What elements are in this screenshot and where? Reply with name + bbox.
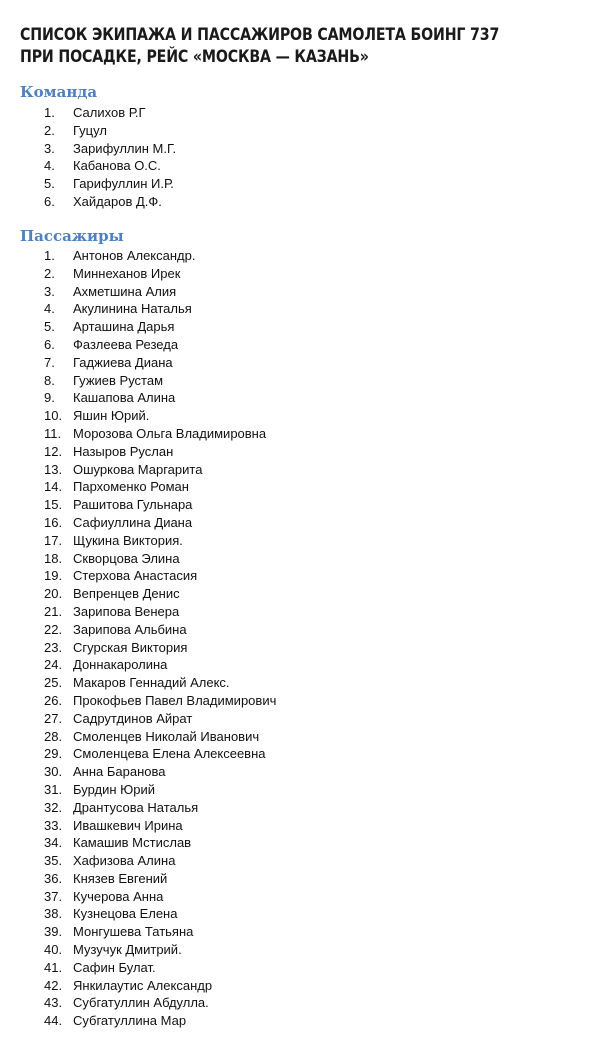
list-item-number: 26.	[44, 692, 63, 708]
passenger-item	[0, 567, 600, 585]
list-item-name: Антонов Александр.	[73, 248, 196, 263]
list-item-name: Зарипова Альбина	[73, 621, 187, 637]
list-item-name: Кабанова О.С.	[73, 158, 161, 174]
list-item-name: Яшин Юрий.	[73, 408, 150, 424]
list-item-name: Гарифуллин И.Р.	[73, 176, 174, 192]
passenger-item	[0, 354, 600, 372]
list-item-name: Прокофьев Павел Владимирович	[73, 692, 277, 708]
list-item-name: Ивашкевич Ирина	[73, 817, 183, 833]
list-item-number: 19.	[44, 568, 63, 584]
list-item-name: Кузнецова Елена	[73, 906, 178, 922]
passenger-item	[0, 318, 600, 336]
passenger-item	[0, 425, 600, 443]
list-item-name: Гаджиева Диана	[73, 354, 173, 370]
passenger-item	[0, 888, 600, 906]
list-item-number: 16.	[44, 514, 63, 530]
passenger-item	[0, 496, 600, 514]
list-item-name: Зарифуллин М.Г.	[73, 140, 177, 156]
list-item-name: Акулинина Наталья	[73, 301, 192, 317]
list-item-number: 2.	[44, 265, 55, 281]
list-item-number: 18.	[44, 550, 63, 566]
passenger-item	[0, 550, 600, 568]
passengers-heading: Пассажиры	[20, 227, 124, 245]
list-item-number: 4.	[44, 301, 55, 317]
list-item-name: Назыров Руслан	[73, 443, 174, 459]
crew-member-item	[0, 157, 600, 175]
passenger-item	[0, 799, 600, 817]
list-item-number: 22.	[44, 621, 63, 637]
passenger-item	[0, 443, 600, 461]
passengers-list	[0, 247, 600, 1030]
passenger-item	[0, 389, 600, 407]
list-item-number: 5.	[44, 319, 55, 335]
passenger-item	[0, 994, 600, 1012]
list-item-number: 30.	[44, 764, 63, 780]
list-item-number: 33.	[44, 817, 63, 833]
passenger-item	[0, 478, 600, 496]
list-item-name: Сафиуллина Диана	[73, 514, 193, 530]
list-item-number: 17.	[44, 532, 63, 548]
list-item-name: Зарипова Венера	[73, 603, 180, 619]
list-item-name: Смоленцев Николай Иванович	[73, 728, 260, 744]
passenger-item	[0, 728, 600, 746]
list-item-name: Миннеханов Ирек	[73, 265, 181, 281]
passenger-item	[0, 532, 600, 550]
list-item-name: Макаров Геннадий Алекс.	[73, 675, 230, 691]
list-item-number: 1.	[44, 105, 55, 120]
crew-heading: Команда	[20, 83, 98, 101]
passenger-item	[0, 336, 600, 354]
passenger-item	[0, 923, 600, 941]
list-item-name: Бурдин Юрий	[73, 781, 156, 797]
list-item-name: Хафизова Алина	[73, 853, 176, 869]
list-item-number: 13.	[44, 461, 63, 477]
list-item-name: Доннакаролина	[73, 657, 168, 673]
passenger-item	[0, 710, 600, 728]
list-item-number: 20.	[44, 586, 63, 602]
passenger-item	[0, 870, 600, 888]
list-item-number: 44.	[44, 1013, 63, 1029]
list-item-number: 34.	[44, 835, 63, 851]
list-item-number: 43.	[44, 995, 63, 1011]
passenger-item	[0, 265, 600, 283]
passenger-item	[0, 834, 600, 852]
list-item-number: 3.	[44, 140, 55, 156]
passenger-item	[0, 763, 600, 781]
list-item-name: Скворцова Элина	[73, 550, 180, 566]
list-item-number: 24.	[44, 657, 63, 673]
list-item-number: 3.	[44, 283, 55, 299]
list-item-number: 40.	[44, 942, 63, 958]
list-item-name: Смоленцева Елена Алексеевна	[73, 746, 266, 762]
list-item-number: 37.	[44, 888, 63, 904]
list-item-name: Садрутдинов Айрат	[73, 710, 193, 726]
list-item-name: Монгушева Татьяна	[73, 924, 194, 940]
list-item-name: Рашитова Гульнара	[73, 497, 193, 513]
list-item-number: 25.	[44, 675, 63, 691]
passenger-item	[0, 639, 600, 657]
passenger-item	[0, 407, 600, 425]
list-item-number: 5.	[44, 176, 55, 192]
list-item-name: Янкилаутис Александр	[73, 977, 213, 993]
passenger-item	[0, 905, 600, 923]
crew-member-item	[0, 175, 600, 193]
passenger-item	[0, 585, 600, 603]
list-item-number: 14.	[44, 479, 63, 495]
list-item-name: Щукина Виктория.	[73, 532, 183, 548]
document-title	[20, 24, 502, 68]
passenger-item	[0, 621, 600, 639]
passenger-item	[0, 514, 600, 532]
passenger-item	[0, 1012, 600, 1030]
passenger-item	[0, 603, 600, 621]
list-item-name: Субгатуллина Мар	[73, 1013, 187, 1029]
list-item-number: 42.	[44, 977, 63, 993]
passenger-item	[0, 852, 600, 870]
crew-member-item	[0, 140, 600, 158]
crew-member-item	[0, 122, 600, 140]
list-item-number: 41.	[44, 959, 63, 975]
list-item-number: 32.	[44, 799, 63, 815]
list-item-name: Кашапова Алина	[73, 390, 176, 406]
list-item-name: Стерхова Анастасия	[73, 568, 198, 584]
passenger-item	[0, 745, 600, 763]
list-item-number: 10.	[44, 408, 63, 424]
list-item-number: 36.	[44, 870, 63, 886]
list-item-number: 35.	[44, 853, 63, 869]
title-line-2: ПРИ ПОСАДКЕ, РЕЙС «МОСКВА — КАЗАНЬ»	[20, 47, 369, 66]
list-item-name: Вепренцев Денис	[73, 586, 180, 602]
list-item-name: Гужиев Рустам	[73, 372, 164, 388]
list-item-name: Камашив Мстислав	[73, 835, 192, 851]
passenger-item	[0, 300, 600, 318]
passenger-item	[0, 372, 600, 390]
passenger-item	[0, 977, 600, 995]
list-item-number: 15.	[44, 497, 63, 513]
crew-list	[0, 104, 600, 211]
list-item-name: Салихов Р.Г	[73, 105, 146, 120]
passenger-item	[0, 692, 600, 710]
list-item-number: 23.	[44, 639, 63, 655]
list-item-number: 28.	[44, 728, 63, 744]
list-item-number: 6.	[44, 193, 55, 209]
passenger-item	[0, 959, 600, 977]
list-item-name: Сгурская Виктория	[73, 639, 188, 655]
list-item-name: Хайдаров Д.Ф.	[73, 193, 162, 209]
list-item-name: Арташина Дарья	[73, 319, 175, 335]
list-item-number: 21.	[44, 603, 63, 619]
list-item-number: 29.	[44, 746, 63, 762]
list-item-number: 6.	[44, 336, 55, 352]
crew-member-item	[0, 193, 600, 211]
list-item-name: Сафин Булат.	[73, 959, 156, 975]
passenger-item	[0, 656, 600, 674]
title-line-1: СПИСОК ЭКИПАЖА И ПАССАЖИРОВ САМОЛЕТА БОИНГ 737	[20, 25, 500, 44]
list-item-number: 38.	[44, 906, 63, 922]
list-item-name: Кучерова Анна	[73, 888, 164, 904]
passenger-item	[0, 941, 600, 959]
list-item-name: Музучук Дмитрий.	[73, 942, 182, 958]
passenger-item	[0, 461, 600, 479]
list-item-name: Ошуркова Маргарита	[73, 461, 203, 477]
list-item-number: 39.	[44, 924, 63, 940]
list-item-number: 8.	[44, 372, 55, 388]
passenger-item	[0, 283, 600, 301]
list-item-number: 31.	[44, 781, 63, 797]
passenger-item	[0, 247, 600, 265]
list-item-number: 11.	[44, 425, 62, 441]
list-item-number: 1.	[44, 248, 55, 263]
list-item-name: Анна Баранова	[73, 764, 166, 780]
passenger-item	[0, 817, 600, 835]
list-item-name: Пархоменко Роман	[73, 479, 189, 495]
passenger-item	[0, 674, 600, 692]
list-item-name: Дрантусова Наталья	[73, 799, 199, 815]
list-item-number: 27.	[44, 710, 63, 726]
list-item-name: Гуцул	[73, 122, 107, 138]
list-item-name: Морозова Ольга Владимировна	[73, 425, 267, 441]
list-item-number: 7.	[44, 354, 55, 370]
crew-member-item	[0, 104, 600, 122]
list-item-name: Князев Евгений	[73, 870, 168, 886]
list-item-name: Фазлеева Резеда	[73, 336, 179, 352]
passenger-item	[0, 781, 600, 799]
list-item-number: 9.	[44, 390, 55, 406]
list-item-name: Ахметшина Алия	[73, 283, 177, 299]
list-item-name: Субгатуллин Абдулла.	[73, 995, 209, 1011]
list-item-number: 12.	[44, 443, 63, 459]
list-item-number: 2.	[44, 122, 55, 138]
list-item-number: 4.	[44, 158, 55, 174]
